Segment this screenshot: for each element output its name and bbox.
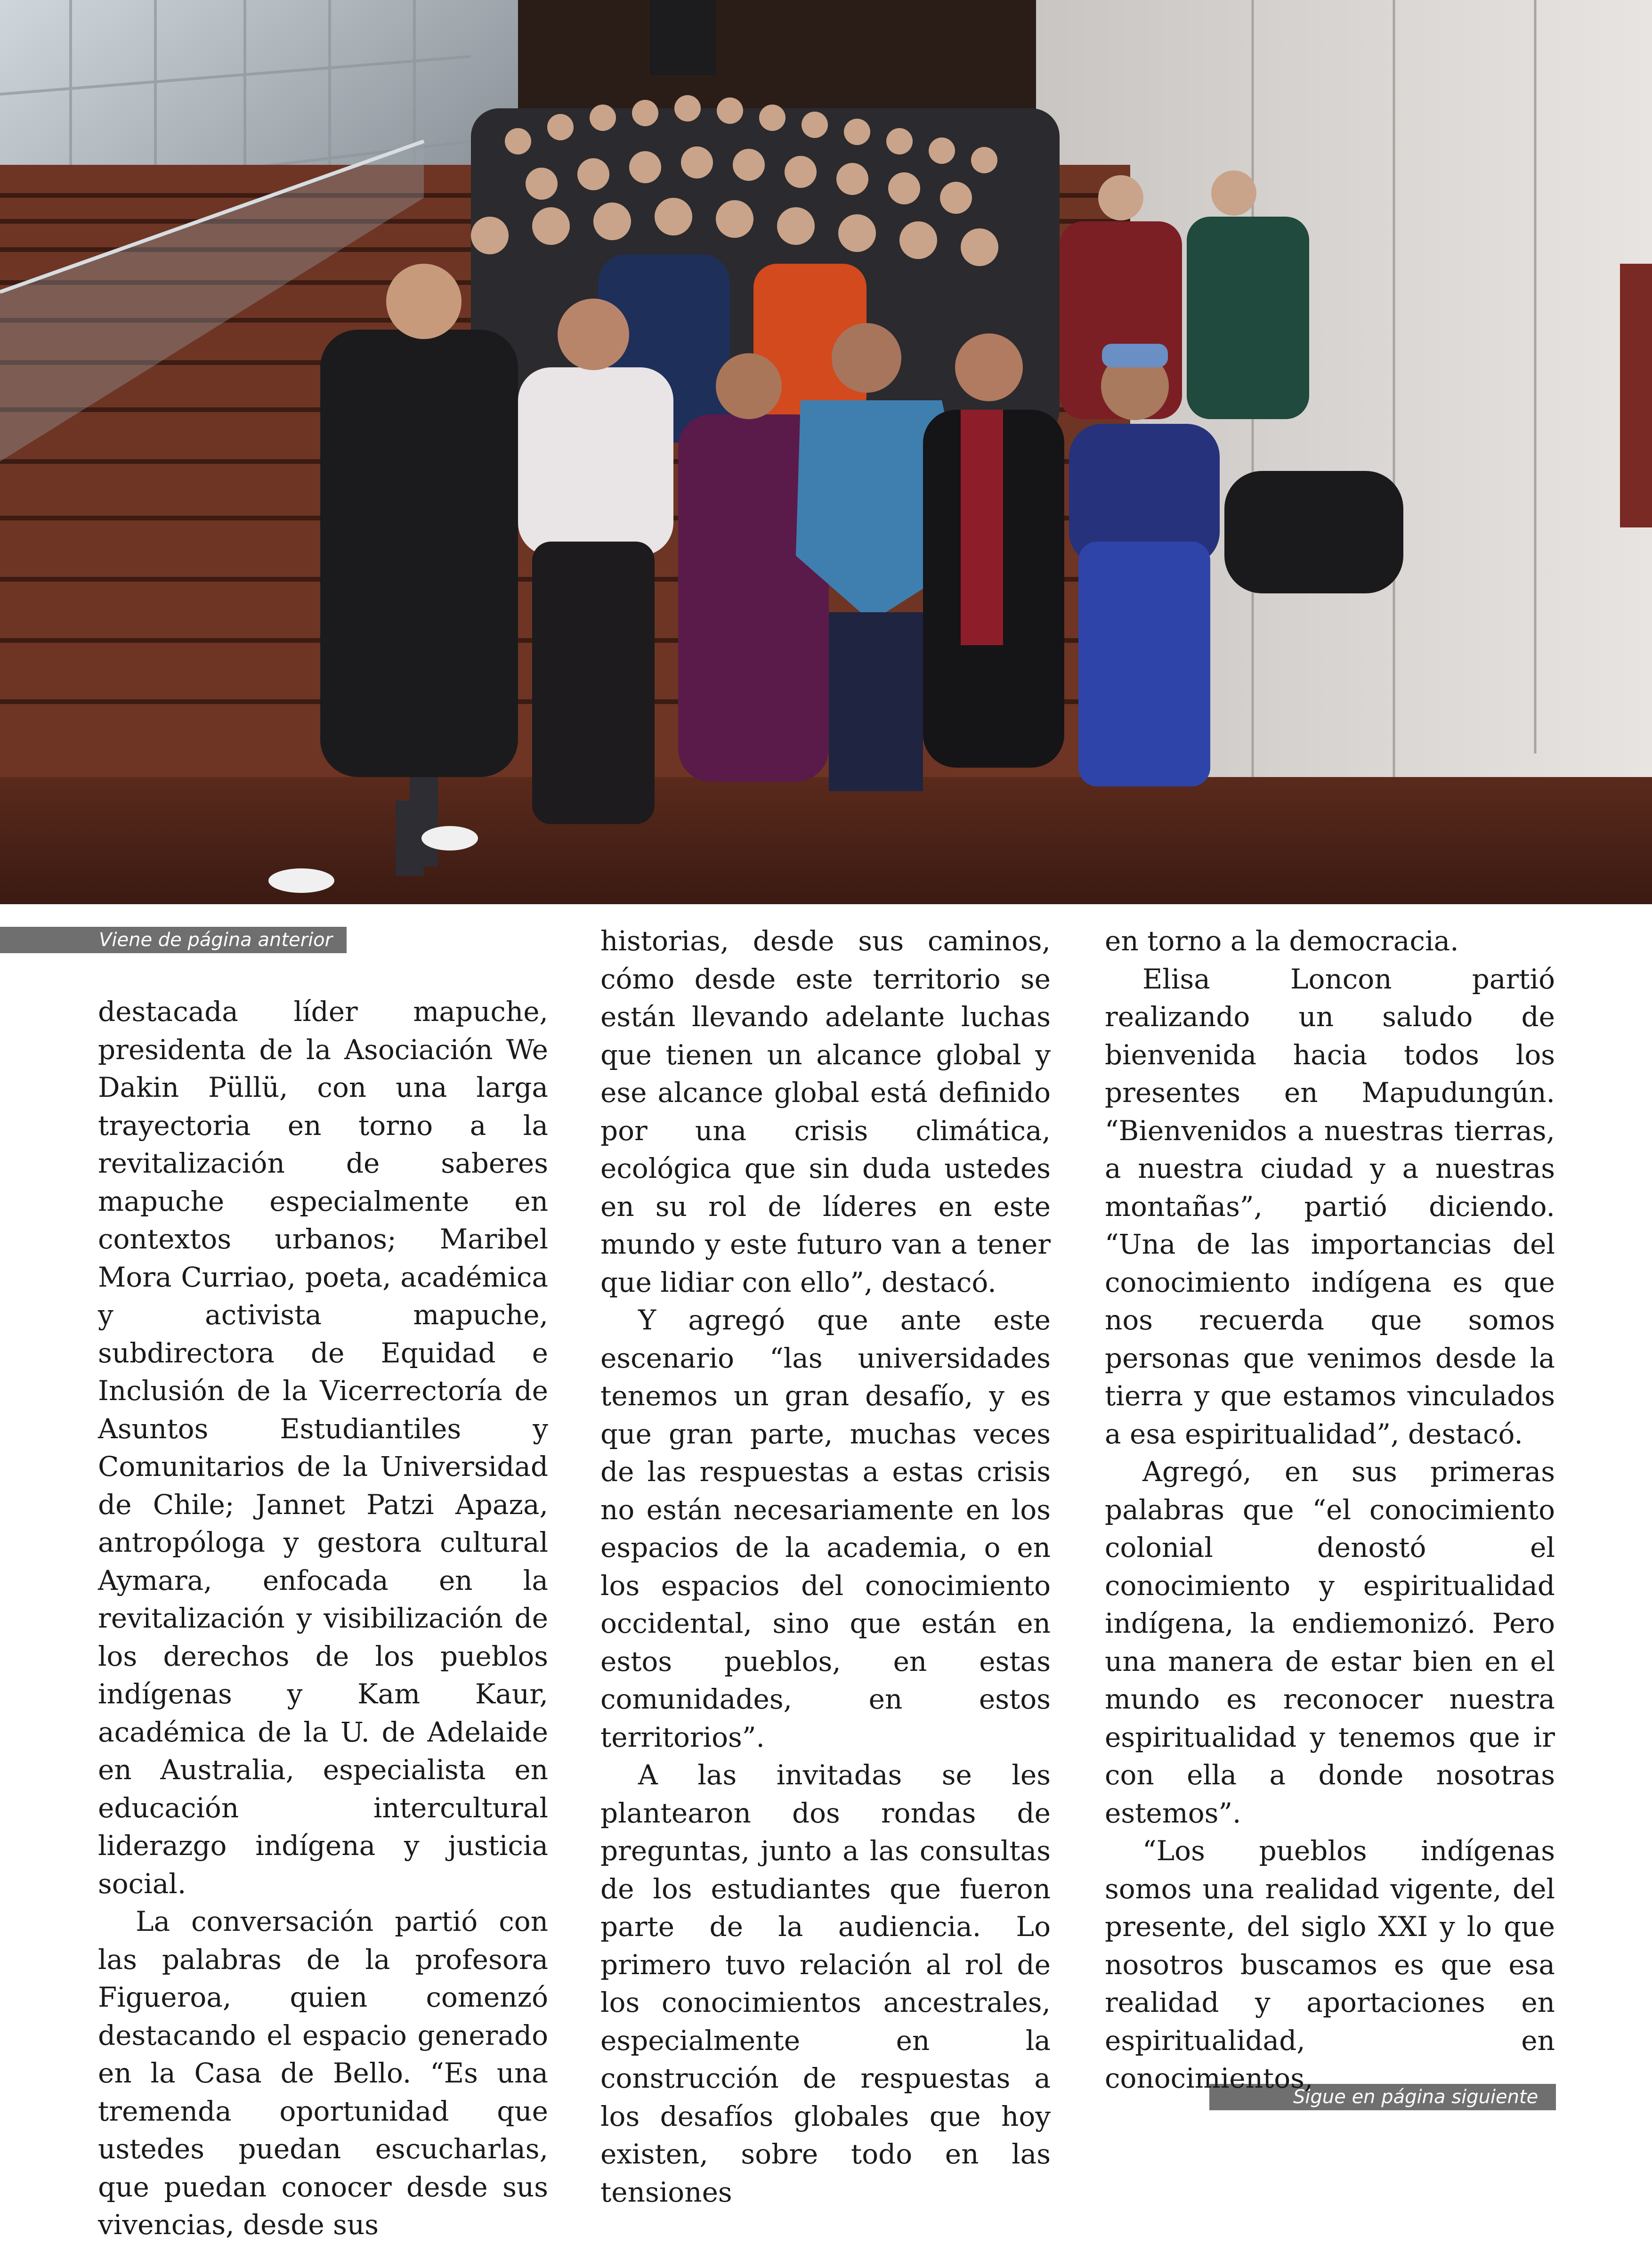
article-paragraph: Elisa Loncon partió realizando un saludo de bienvenida hacia todos los presentes en Mapudungún. “Bienvenidos a nuestras tierras, a nuestra ciudad y a nuestras montañas”, partió diciendo. “Una de las importancias del conocimiento indígena es que nos recuerda que somos personas que venimos desde la tierra y que estamos vinculados a esa espiritualidad”, destacó. <box>1105 963 1555 1450</box>
article-paragraph: en torno a la democracia. <box>1105 925 1459 957</box>
article-paragraph: historias, desde sus caminos, cómo desde este territorio se están llevando adelante luchas que tienen un alcance global y ese alcance global está definido por una crisis climática, ecológica que sin duda ustedes en su rol de líderes en este mundo y este futuro van a tener que lidiar con ello”, destacó. <box>600 925 1051 1298</box>
article-paragraph: Y agregó que ante este escenario “las universidades tenemos un gran desafío, y es que gran parte, muchas veces de las respuestas a estas crisis no están necesariamente en los espacios de la academia, o en los espacios del conocimiento occidental, sino que están en estos pueblos, en estas comunidades, en estos territorios”. <box>600 1304 1051 1753</box>
group-photo <box>0 0 1652 904</box>
article-column-1 <box>98 993 548 2244</box>
continues-on-next-page-tag: Sigue en página siguiente <box>1209 2084 1556 2110</box>
article-paragraph: destacada líder mapuche, presidenta de la Asociación We Dakin Püllü, con una larga trayectoria en torno a la revitalización de saberes mapuche especialmente en contextos urbanos; Maribel Mora Curriao, poeta, académica y activista mapuche, subdirectora de Equidad e Inclusión de la Vicerrectoría de Asuntos Estudiantiles y Comunitarios de la Universidad de Chile; Jannet Patzi Apaza, antropóloga y gestora cultural Aymara, enfocada en la revitalización y visibilización de los derechos de los pueblos indígenas y Kam Kaur, académica de la U. de Adelaide en Australia, especialista en educación intercultural liderazgo indígena y justicia social. <box>98 996 548 1900</box>
article-column-3 <box>1105 922 1555 2098</box>
article-paragraph: Agregó, en sus primeras palabras que “el conocimiento colonial denostó el conocimiento y espiritualidad indígena, la endiemonizó. Pero una manera de estar bien en el mundo es reconocer nuestra espiritualidad y tenemos que ir con ella a donde nosotras estemos”. <box>1105 1456 1555 1829</box>
continued-from-previous-page-tag: Viene de página anterior <box>0 927 347 953</box>
article-paragraph: “Los pueblos indígenas somos una realidad vigente, del presente, del siglo XXI y lo que nosotros buscamos es que esa realidad y aportaciones en espiritualidad, en conocimientos, <box>1105 1835 1555 2094</box>
article-column-2 <box>600 922 1051 2211</box>
article-paragraph: A las invitadas se les plantearon dos rondas de preguntas, junto a las consultas de los estudiantes que fueron parte de la audiencia. Lo primero tuvo relación al rol de los conocimientos ancestrales, especialmente en la construcción de respuestas a los desafíos globales que hoy existen, sobre todo en las tensiones <box>600 1759 1051 2208</box>
group-photo-icon <box>0 0 1652 904</box>
article-paragraph: La conversación partió con las palabras de la profesora Figueroa, quien comenzó destacando el espacio generado en la Casa de Bello. “Es una tremenda oportunidad que ustedes puedan escucharlas, que puedan conocer desde sus vivencias, desde sus <box>98 1905 548 2241</box>
